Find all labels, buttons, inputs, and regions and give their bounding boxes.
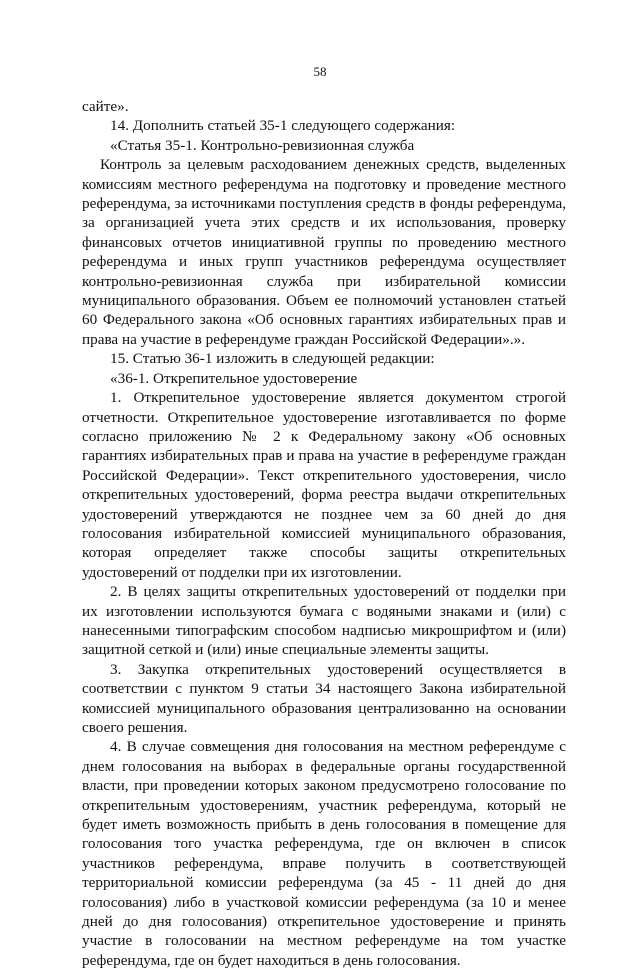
paragraph-4: 15. Статью 36-1 изложить в следующей редакции: (110, 350, 435, 368)
paragraph-6: 1. Открепительное удостоверение является документом строгой отчетности. Открепительное удостоверение изготавливается по форме согласно приложению № 2 к Федеральному закону «Об основных гарантиях избирательных прав и права на участие в референдуме граждан Российской Федерации». Текст открепительного удостоверения, число открепительных удостоверений, форма реестра выдачи открепительных удостоверений утверждаются не позднее чем за 60 дней до дня голосования избирательной комиссией муниципального образования, которая определяет также способы защиты открепительных удостоверений от подделки при их изготовлении. (82, 389, 566, 581)
paragraph-2: «Статья 35-1. Контрольно-ревизионная служба (110, 136, 415, 154)
paragraph-9: 4. В случае совмещения дня голосования на местном референдуме с днем голосования на выборах в федеральные органы государственной власти, при проведении которых законом предусмотрено голосование по открепительным удостоверениям, участник референдума, который не будет иметь возможность прибыть в день голосования в помещение для голосования того участка референдума, где он включен в список участников референдума, вправе получить в соответствующей территориальной комиссии референдума (за 45 - 11 дней до дня голосования) либо в участковой комиссии референдума (за 10 и менее дней до дня голосования) открепительное удостоверение и принять участие в голосовании на местном референдуме на том участке референдума, где он будет находиться в день голосования. (82, 738, 566, 969)
paragraph-8: 3. Закупка открепительных удостоверений осуществляется в соответствии с пунктом 9 статьи 34 настоящего Закона избирательной комиссией муниципального образования централизованно на основании своего решения. (82, 660, 566, 736)
page-number: 58 (313, 64, 327, 79)
paragraph-0: сайте». (82, 98, 129, 115)
paragraph-7: 2. В целях защиты открепительных удостоверений от подделки при их изготовлении используются бумага с водяными знаками и (или) с нанесенными типографским способом надписью микрошрифтом и (или) защитной сеткой и (или) иные специальные элементы защиты. (82, 583, 566, 659)
document-body (82, 97, 566, 970)
paragraph-3: Контроль за целевым расходованием денежных средств, выделенных комиссиям местного референдума на подготовку и проведение местного референдума, за источниками поступления средств в фонды референдума, за организацией учета этих средств и их использования, проверку финансовых отчетов инициативной группы по проведению местного референдума и иных групп участников референдума осуществляет контрольно-ревизионная служба при избирательной комиссии муниципального образования. Объем ее полномочий установлен статьей 60 Федерального закона «Об основных гарантиях избирательных прав и права на участие в референдуме граждан Российской Федерации».». (82, 156, 566, 348)
paragraph-1: 14. Дополнить статьей 35-1 следующего содержания: (110, 117, 456, 135)
paragraph-5: «36-1. Открепительное удостоверение (110, 369, 358, 387)
